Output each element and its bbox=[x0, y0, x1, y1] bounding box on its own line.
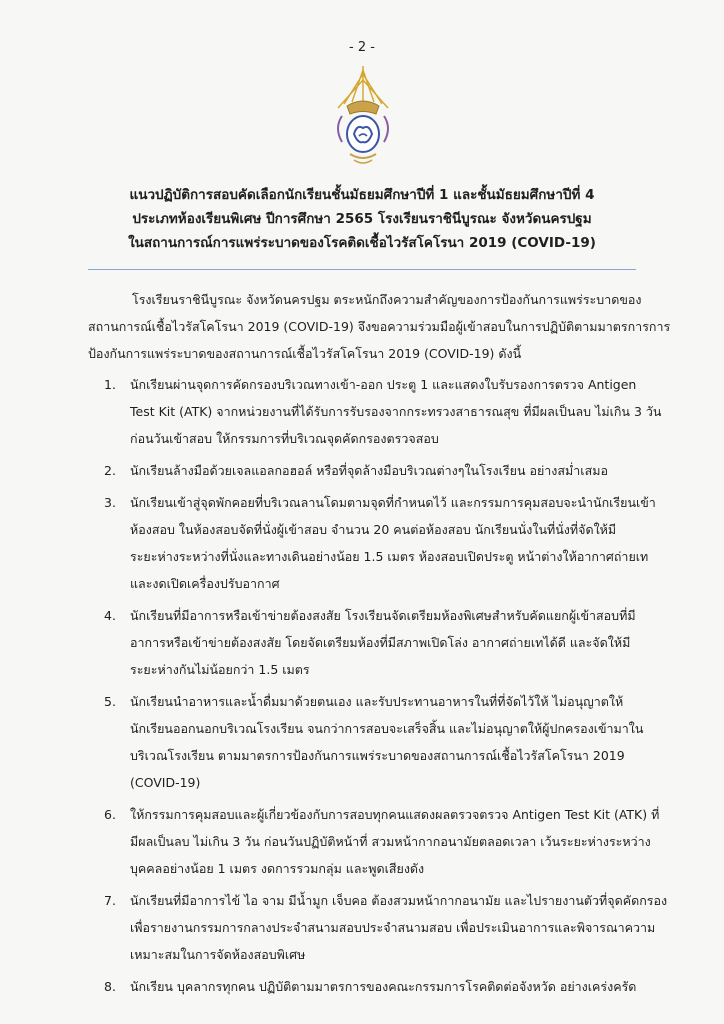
item-number: 7. bbox=[104, 893, 116, 908]
item-line: เพื่อรายงานกรรมการกลางประจำสนามสอบประจำสนามสอบ เพื่อประเมินอาการและพิจารณาความ bbox=[130, 920, 656, 935]
school-emblem-icon bbox=[330, 62, 396, 174]
list-item bbox=[104, 371, 662, 452]
list-item bbox=[104, 489, 656, 597]
intro-line: สถานการณ์เชื้อไวรัสโคโรนา 2019 (COVID-19) จึงขอความร่วมมือผู้เข้าสอบในการปฏิบัติตามมาตรการการ bbox=[88, 319, 671, 334]
item-number: 4. bbox=[104, 608, 116, 623]
item-number: 5. bbox=[104, 694, 116, 709]
intro-line: ป้องกันการแพร่ระบาดของสถานการณ์เชื้อไวรัสโคโรนา 2019 (COVID-19) ดังนี้ bbox=[88, 346, 522, 361]
list-item bbox=[104, 457, 656, 484]
title-divider bbox=[88, 269, 636, 270]
item-line: และงดเปิดเครื่องปรับอากาศ bbox=[130, 576, 280, 591]
item-line: นักเรียนล้างมือด้วยเจลแอลกอฮอล์ หรือที่จุดล้างมือบริเวณต่างๆในโรงเรียน อย่างสม่ำเสมอ bbox=[130, 463, 608, 478]
item-line: ระยะห่างระหว่างที่นั่งและทางเดินอย่างน้อย 1.5 เมตร ห้องสอบเปิดประตู หน้าต่างให้อากาศถ่ายเท bbox=[130, 549, 649, 564]
document-title bbox=[80, 183, 644, 255]
item-line: ให้กรรมการคุมสอบและผู้เกี่ยวข้องกับการสอบทุกคนแสดงผลตรวจตรวจ Antigen Test Kit (ATK) ที่ bbox=[130, 807, 660, 822]
item-number: 8. bbox=[104, 979, 116, 994]
item-line: นักเรียนผ่านจุดการคัดกรองบริเวณทางเข้า-ออก ประตู 1 และแสดงใบรับรองการตรวจ Antigen bbox=[130, 377, 637, 392]
item-line: นักเรียนที่มีอาการไข้ ไอ จาม มีน้ำมูก เจ็บคอ ต้องสวมหน้ากากอนามัย และไปรายงานตัวที่จุดคัดกรอง bbox=[130, 893, 668, 908]
list-item bbox=[104, 887, 668, 968]
item-line: นักเรียน บุคลากรทุกคน ปฏิบัติตามมาตรการของคณะกรรมการโรคติดต่อจังหวัด อย่างเคร่งครัด bbox=[130, 979, 637, 994]
page-number: - 2 - bbox=[349, 40, 375, 55]
list-item bbox=[104, 973, 656, 1000]
item-line: นักเรียนเข้าสู่จุดพักคอยที่บริเวณลานโดมตามจุดที่กำหนดไว้ และกรรมการคุมสอบจะนำนักเรียนเข้า bbox=[130, 495, 656, 510]
item-line: อาการหรือเข้าข่ายต้องสงสัย โดยจัดเตรียมห้องที่มีสภาพเปิดโล่ง อากาศถ่ายเทได้ดี และจัดให้มี bbox=[130, 635, 631, 650]
item-number: 6. bbox=[104, 807, 116, 822]
item-line: นักเรียนนำอาหารและน้ำดื่มมาด้วยตนเอง และรับประทานอาหารในที่ที่จัดไว้ให้ ไม่อนุญาตให้ bbox=[130, 694, 624, 709]
title-line: แนวปฏิบัติการสอบคัดเลือกนักเรียนชั้นมัธยมศึกษาปีที่ 1 และชั้นมัธยมศึกษาปีที่ 4 bbox=[129, 187, 595, 203]
intro-paragraph bbox=[88, 286, 671, 367]
item-line: ระยะห่างกันไม่น้อยกว่า 1.5 เมตร bbox=[130, 662, 310, 677]
item-line: บริเวณโรงเรียน ตามมาตรการป้องกันการแพร่ระบาดของสถานการณ์เชื้อไวรัสโคโรนา 2019 bbox=[130, 748, 625, 763]
list-item bbox=[104, 602, 656, 683]
guideline-list bbox=[104, 371, 668, 1005]
item-line: (COVID-19) bbox=[130, 775, 201, 790]
item-number: 3. bbox=[104, 495, 116, 510]
title-line: ในสถานการณ์การแพร่ระบาดของโรคติดเชื้อไวรัสโคโรนา 2019 (COVID-19) bbox=[128, 235, 596, 251]
item-line: นักเรียนออกนอกบริเวณโรงเรียน จนกว่าการสอบจะเสร็จสิ้น และไม่อนุญาตให้ผู้ปกครองเข้ามาใน bbox=[130, 721, 644, 736]
item-number: 1. bbox=[104, 377, 116, 392]
item-line: มีผลเป็นลบ ไม่เกิน 3 วัน ก่อนวันปฏิบัติหน้าที่ สวมหน้ากากอนามัยตลอดเวลา เว้นระยะห่างระหว่าง bbox=[130, 834, 651, 849]
item-line: ก่อนวันเข้าสอบ ให้กรรมการที่บริเวณจุดคัดกรองตรวจสอบ bbox=[130, 431, 439, 446]
item-line: ห้องสอบ ในห้องสอบจัดที่นั่งผู้เข้าสอบ จำนวน 20 คนต่อห้องสอบ นักเรียนนั่งในที่นั่งที่จัดให้มี bbox=[130, 522, 617, 537]
item-line: นักเรียนที่มีอาการหรือเข้าข่ายต้องสงสัย โรงเรียนจัดเตรียมห้องพิเศษสำหรับคัดแยกผู้เข้าสอบที่มี bbox=[130, 608, 636, 623]
list-item bbox=[104, 688, 656, 796]
item-line: เหมาะสมในการจัดห้องสอบพิเศษ bbox=[130, 947, 306, 962]
title-line: ประเภทห้องเรียนพิเศษ ปีการศึกษา 2565 โรงเรียนราชินีบูรณะ จังหวัดนครปฐม bbox=[132, 211, 592, 227]
item-number: 2. bbox=[104, 463, 116, 478]
item-line: บุคคลอย่างน้อย 1 เมตร งดการรวมกลุ่ม และพูดเสียงดัง bbox=[130, 861, 425, 876]
intro-line: โรงเรียนราชินีบูรณะ จังหวัดนครปฐม ตระหนักถึงความสำคัญของการป้องกันการแพร่ระบาดของ bbox=[132, 292, 642, 307]
item-line: Test Kit (ATK) จากหน่วยงานที่ได้รับการรับรองจากกระทรวงสาธารณสุข ที่มีผลเป็นลบ ไม่เกิน 3 วัน bbox=[130, 404, 662, 419]
list-item bbox=[104, 801, 660, 882]
